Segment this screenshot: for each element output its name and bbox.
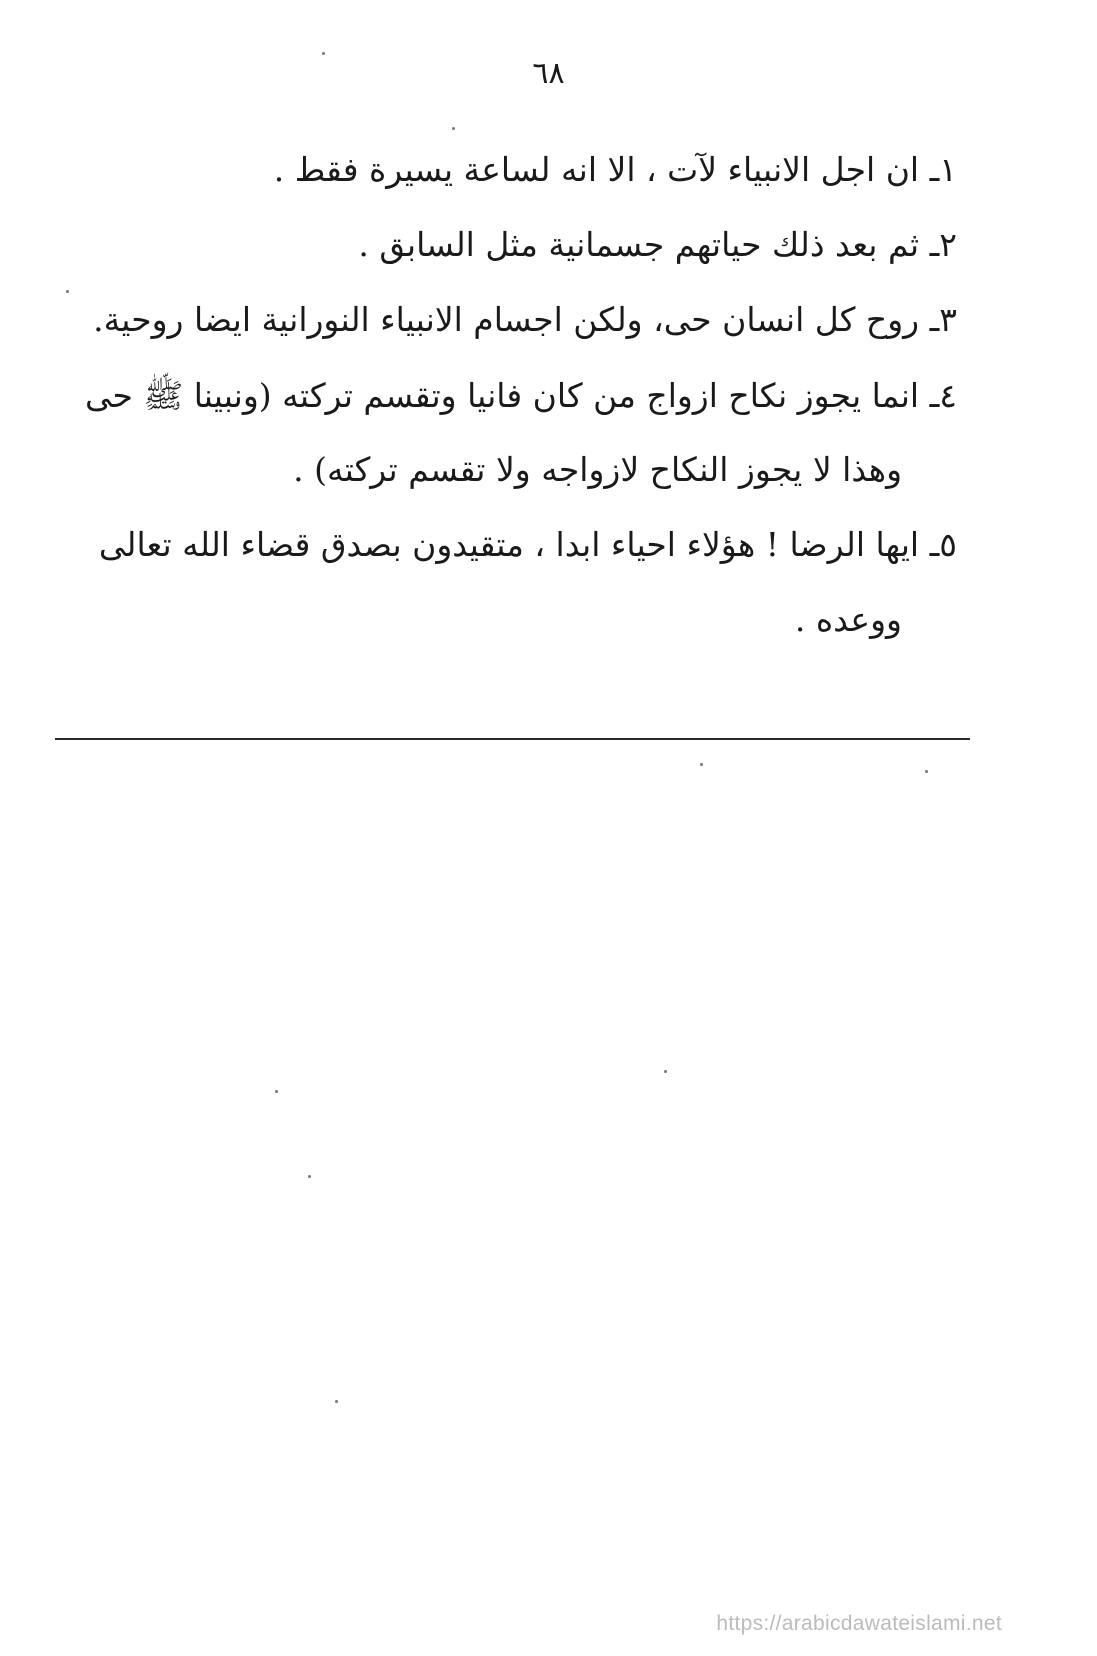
page-number: ٦٨	[532, 56, 565, 91]
text-line-2: ٢ـ ثم بعد ذلك حياتهم جسمانية مثل السابق .	[358, 225, 957, 264]
text-line-4: ٤ـ انما يجوز نكاح ازواج من كان فانيا وتقسم تركته (ونبينا ﷺ حى	[85, 376, 957, 415]
scan-speck	[66, 290, 69, 293]
scan-speck	[335, 1400, 338, 1403]
text-line-1: ١ـ ان اجل الانبياء لآت ، الا انه لساعة يسيرة فقط .	[273, 150, 957, 189]
scan-speck	[322, 52, 325, 55]
scan-speck	[925, 770, 928, 773]
scan-speck	[664, 1070, 667, 1073]
text-line-3: ٣ـ روح كل انسان حى، ولكن اجسام الانبياء النورانية ايضا روحية.	[93, 300, 957, 339]
source-watermark: https://arabicdawateislami.net	[716, 1612, 1002, 1635]
scan-speck	[700, 763, 703, 766]
scan-speck	[275, 1090, 278, 1093]
text-line-5: وهذا لا يجوز النكاح لازواجه ولا تقسم تركته) .	[293, 450, 902, 489]
scan-speck	[308, 1175, 311, 1178]
text-line-7: ووعده .	[794, 600, 902, 639]
text-line-6: ٥ـ ايها الرضا ! هؤلاء احياء ابدا ، متقيدون بصدق قضاء الله تعالى	[98, 525, 957, 564]
scan-speck	[452, 127, 455, 130]
footnote-divider	[55, 738, 970, 740]
